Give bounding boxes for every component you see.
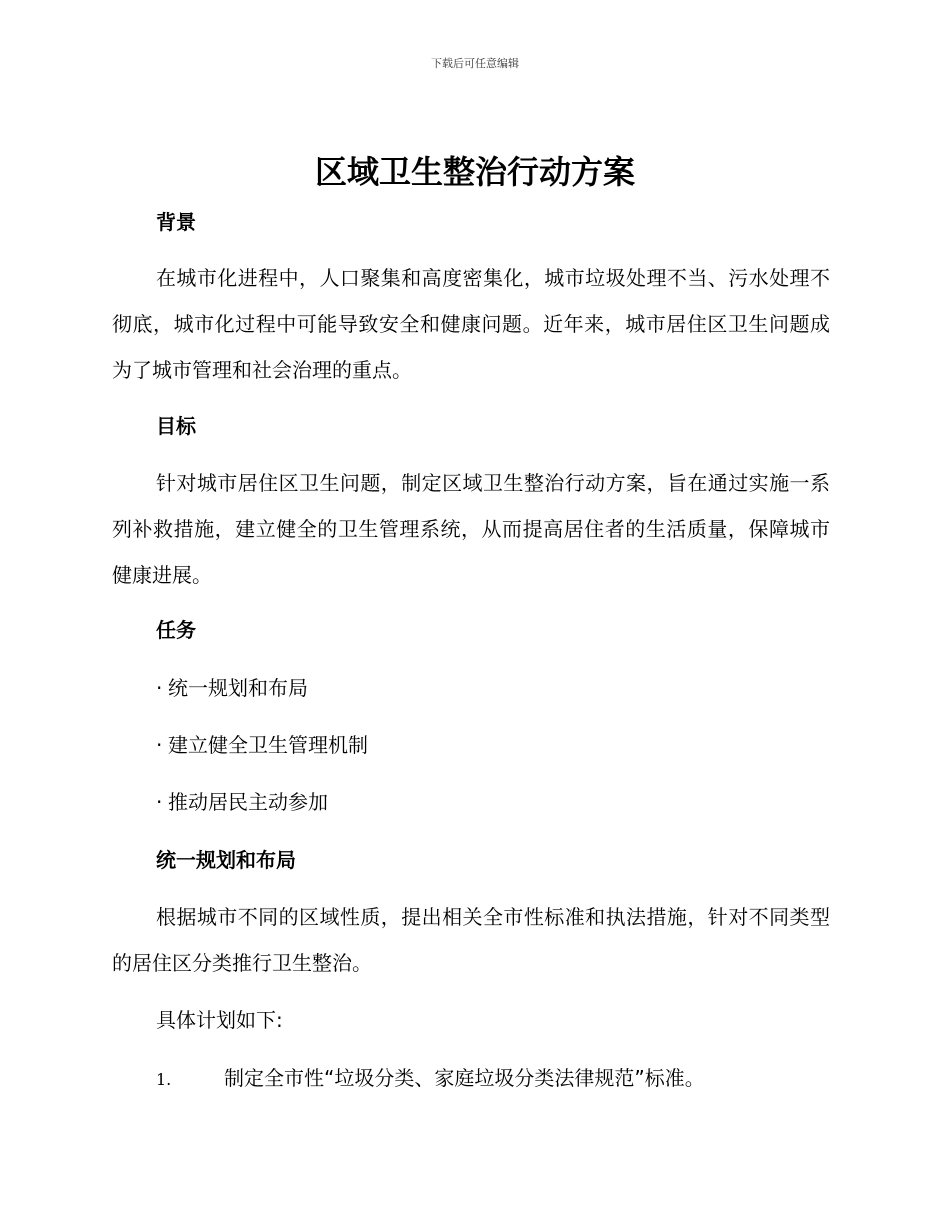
paragraph-planning: 根据城市不同的区域性质，提出相关全市性标准和执法措施，针对不同类型的居住区分类推行卫生整治。 (112, 905, 830, 975)
bullet-dot-icon: · (156, 676, 163, 700)
section-heading-goal: 目标 (156, 414, 196, 438)
task-item-label: 推动居民主动参加 (168, 790, 328, 814)
bullet-dot-icon: · (156, 733, 163, 757)
page-header-note: 下载后可任意编辑 (431, 57, 519, 70)
plan-intro-text: 具体计划如下: (156, 1008, 283, 1032)
paragraph-goal: 针对城市居住区卫生问题，制定区域卫生整治行动方案，旨在通过实施一系列补救措施，建立健全的卫生管理系统，从而提高居住者的生活质量，保障城市健康进展。 (112, 471, 830, 587)
plan-item-number: 1. (156, 1070, 172, 1089)
plan-list-item (156, 1064, 836, 1094)
plan-item-text: 制定全市性“垃圾分类、家庭垃圾分类法律规范”标准。 (224, 1066, 705, 1090)
paragraph-background: 在城市化进程中，人口聚集和高度密集化，城市垃圾处理不当、污水处理不彻底，城市化过程中可能导致安全和健康问题。近年来，城市居住区卫生问题成为了城市管理和社会治理的重点。 (112, 266, 830, 382)
task-item-label: 统一规划和布局 (168, 676, 308, 700)
document-title: 区域卫生整治行动方案 (314, 153, 635, 191)
section-heading-planning: 统一规划和布局 (156, 848, 296, 872)
task-bullet-item (156, 731, 368, 759)
section-heading-tasks: 任务 (156, 618, 196, 642)
section-heading-background: 背景 (156, 210, 196, 234)
bullet-dot-icon: · (156, 790, 163, 814)
task-bullet-item (156, 788, 328, 816)
task-bullet-item (156, 674, 308, 702)
task-item-label: 建立健全卫生管理机制 (168, 733, 368, 757)
